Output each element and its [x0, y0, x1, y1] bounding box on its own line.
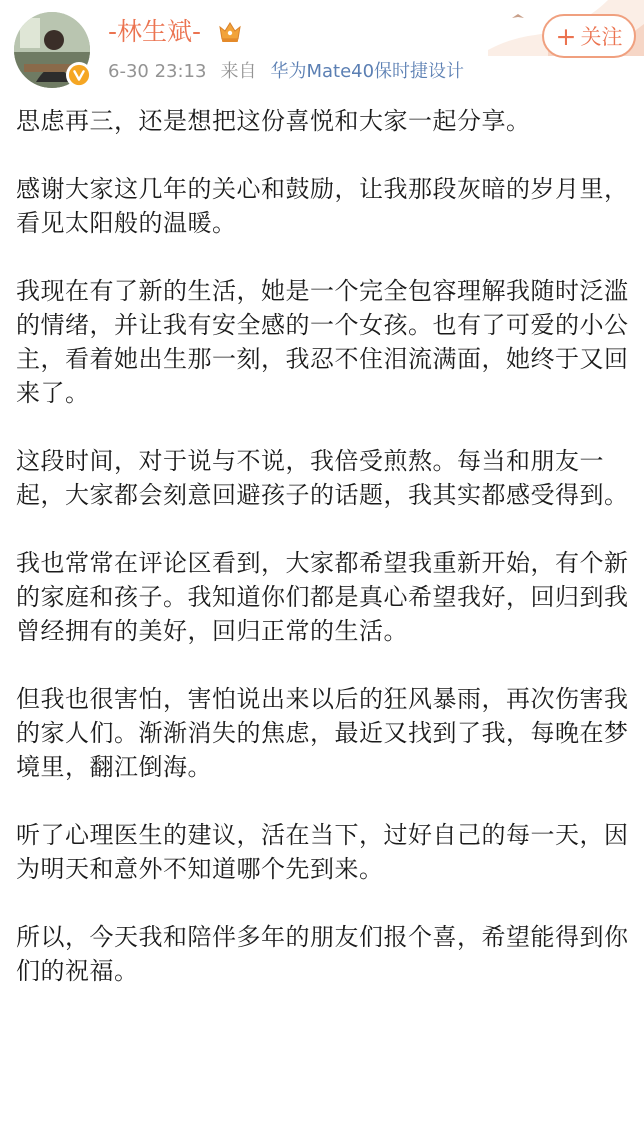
- post-paragraph: 我也常常在评论区看到，大家都希望我重新开始，有个新的家庭和孩子。我知道你们都是真心希望我好，回归到我曾经拥有的美好，回归正常的生活。: [16, 549, 629, 645]
- source-prefix: 来自: [220, 61, 257, 82]
- post-paragraph: 思虑再三，还是想把这份喜悦和大家一起分享。: [16, 107, 531, 135]
- author-name[interactable]: -林生斌-: [108, 17, 202, 46]
- post-paragraph: 这段时间，对于说与不说，我倍受煎熬。每当和朋友一起，大家都会刻意回避孩子的话题，我其实都感受得到。: [16, 447, 629, 509]
- verified-badge: [66, 62, 92, 88]
- post-paragraph: 感谢大家这几年的关心和鼓励，让我那段灰暗的岁月里，看见太阳般的温暖。: [16, 175, 629, 237]
- verified-badge-icon: [68, 64, 90, 86]
- post-paragraph: 但我也很害怕，害怕说出来以后的狂风暴雨，再次伤害我的家人们。渐渐消失的焦虑，最近又找到了我，每晚在梦境里，翻江倒海。: [16, 685, 629, 781]
- post-time: 6-30 23:13: [108, 61, 207, 82]
- follow-button-label: 关注: [580, 25, 623, 49]
- vip-member-icon[interactable]: [216, 18, 244, 46]
- post-content: [16, 104, 632, 988]
- post-paragraph: 所以，今天我和陪伴多年的朋友们报个喜，希望能得到你们的祝福。: [16, 923, 629, 985]
- post-paragraph: 我现在有了新的生活，她是一个完全包容理解我随时泛滥的情绪，并让我有安全感的一个女孩。也有了可爱的小公主，看着她出生那一刻，我忍不住泪流满面，她终于又回来了。: [16, 277, 629, 407]
- plus-icon: +: [555, 21, 577, 51]
- post-device[interactable]: 华为Mate40保时捷设计: [270, 61, 465, 82]
- post-paragraph: 听了心理医生的建议，活在当下，过好自己的每一天，因为明天和意外不知道哪个先到来。: [16, 821, 629, 883]
- post-meta: [108, 59, 464, 85]
- follow-button[interactable]: [542, 14, 636, 58]
